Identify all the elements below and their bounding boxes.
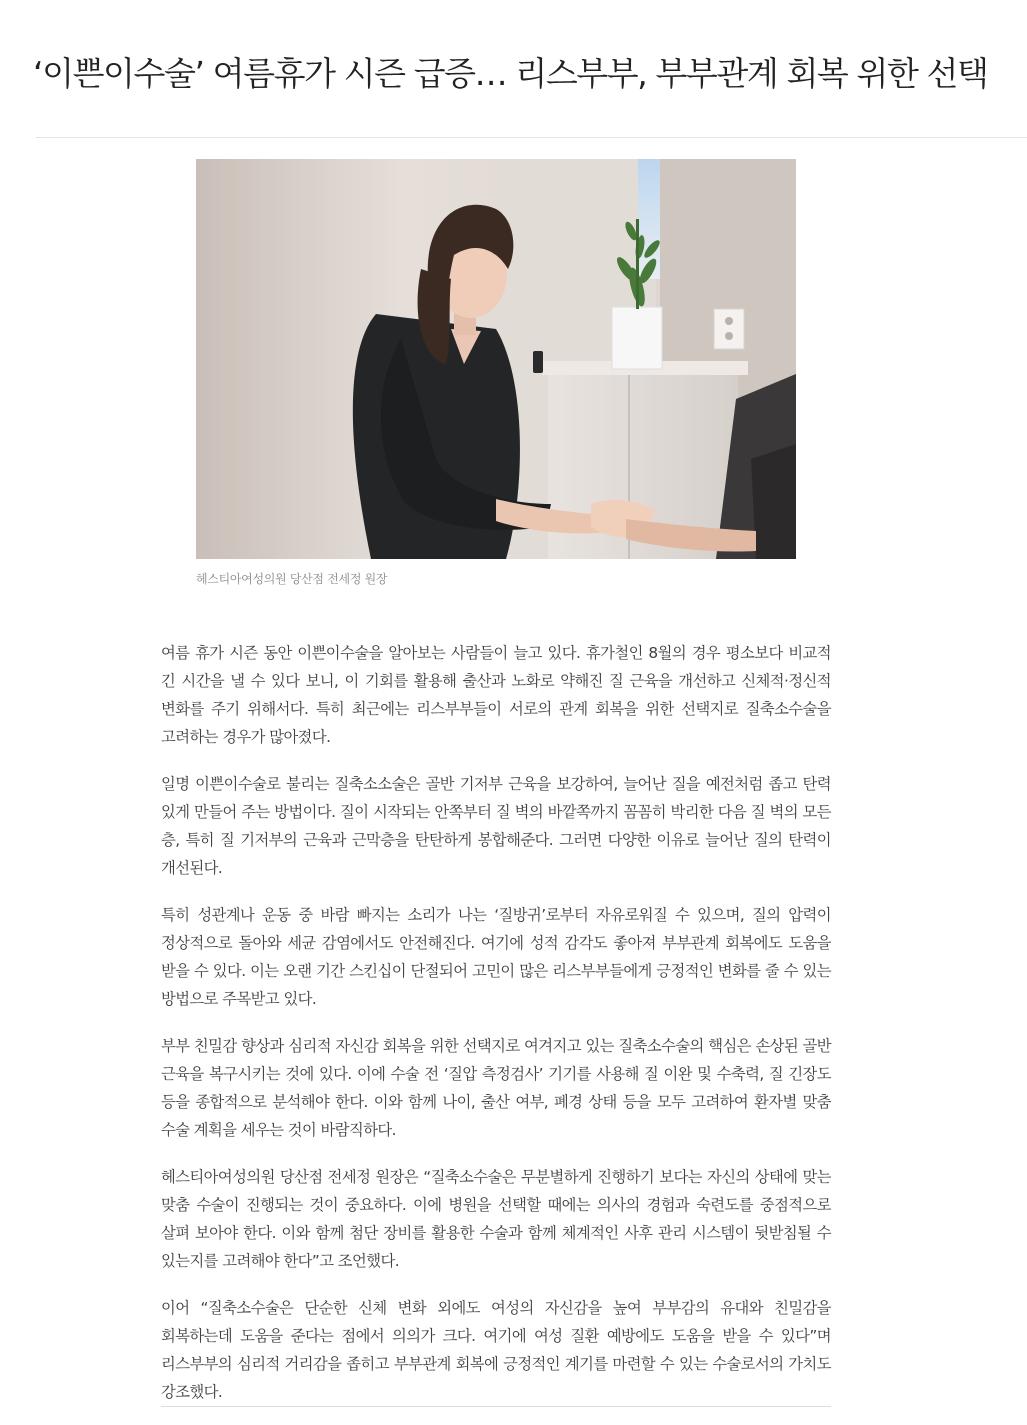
article-headline: ‘이쁜이수술’ 여름휴가 시즌 급증… 리스부부, 부부관계 회복 위한 선택 [33, 54, 988, 93]
article-paragraph: 이어 “질축소수술은 단순한 신체 변화 외에도 여성의 자신감을 높여 부부감의 유대와 친밀감을 회복하는데 도움을 준다는 점에서 의의가 크다. 여기에 여성 질환 예방에도 도움을 받을 수 있다”며 리스부부의 심리적 거리감을 좁히고 부부관계 회복에 긍정적인 계기를 마련할 수 있는 수술로서의 가치도 강조했다. [161, 1299, 831, 1401]
article-body [161, 639, 831, 1425]
article-paragraph: 특히 성관계나 운동 중 바람 빠지는 소리가 나는 ‘질방귀’로부터 자유로워질 수 있으며, 질의 압력이 정상적으로 돌아와 세균 감염에서도 안전해진다. 여기에 성적 감각도 좋아져 부부관계 회복에도 도움을 받을 수 있다. 이는 오랜 기간 스킨십이 단절되어 고민이 많은 리스부부들에게 긍정적인 변화를 줄 수 있는 방법으로 주목받고 있다. [161, 906, 831, 1008]
article-paragraph: 일명 이쁜이수술로 불리는 질축소소술은 골반 기저부 근육을 보강하여, 늘어난 질을 예전처럼 좁고 탄력 있게 만들어 주는 방법이다. 질이 시작되는 안쪽부터 질 벽의 바깥쪽까지 꼼꼼히 박리한 다음 질 벽의 모든 층, 특히 질 기저부의 근육과 근막층을 탄탄하게 봉합해준다. 그러면 다양한 이유로 늘어난 질의 탄력이 개선된다. [161, 775, 831, 877]
headline-divider [36, 137, 1027, 138]
article-paragraph: 여름 휴가 시즌 동안 이쁜이수술을 알아보는 사람들이 늘고 있다. 휴가철인 8월의 경우 평소보다 비교적 긴 시간을 낼 수 있다 보니, 이 기회를 활용해 출산과 노화로 약해진 질 근육을 개선하고 신체적·정신적 변화를 주기 위해서다. 특히 최근에는 리스부부들이 서로의 관계 회복을 위한 선택지로 질축소수술을 고려하는 경우가 많아졌다. [161, 644, 831, 746]
article-paragraph: 부부 친밀감 향상과 심리적 자신감 회복을 위한 선택지로 여겨지고 있는 질축소수술의 핵심은 손상된 골반 근육을 복구시키는 것에 있다. 이에 수술 전 ‘질압 측정검사’ 기기를 사용해 질 이완 및 수축력, 질 긴장도 등을 종합적으로 분석해야 한다. 이와 함께 나이, 출산 여부, 폐경 상태 등을 모두 고려하여 환자별 맞춤 수술 계획을 세우는 것이 바람직하다. [161, 1037, 831, 1139]
photo-caption: 헤스티아여성의원 당산점 전세정 원장 [196, 572, 388, 586]
article-paragraph: 헤스티아여성의원 당산점 전세정 원장은 “질축소수술은 무분별하게 진행하기 보다는 자신의 상태에 맞는 맞춤 수술이 진행되는 것이 중요하다. 이에 병원을 선택할 때에는 의사의 경험과 숙련도를 중점적으로 살펴 보아야 한다. 이와 함께 첨단 장비를 활용한 수술과 함께 체계적인 사후 관리 시스템이 뒷받침될 수 있는지를 고려해야 한다”고 조언했다. [161, 1168, 831, 1270]
article-end-divider [161, 1406, 831, 1407]
article-photo [196, 159, 796, 559]
